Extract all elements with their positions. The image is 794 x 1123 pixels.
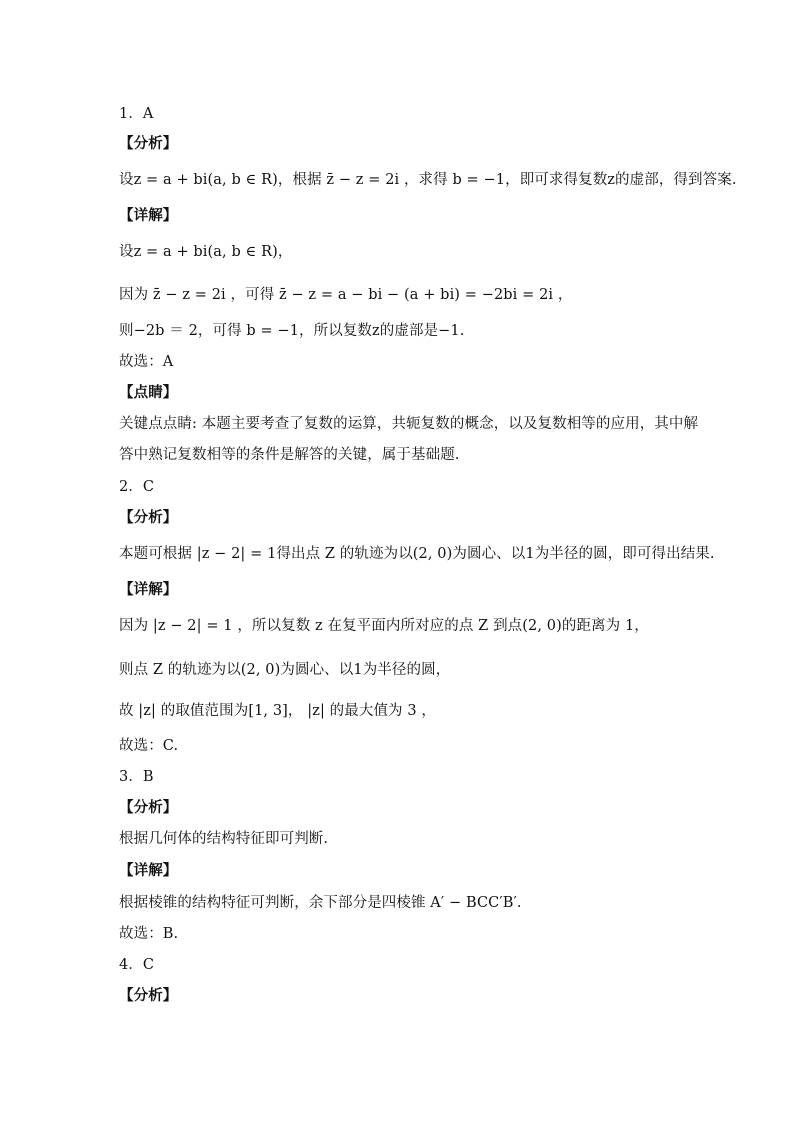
analysis-header: 【分析】	[119, 988, 178, 1004]
question-number: 1．A	[119, 106, 154, 122]
analysis-text: 根据几何体的结构特征即可判断.	[119, 831, 329, 847]
choice-text: 故选：B.	[119, 926, 179, 942]
detail-text: 故 |z| 的取值范围为[1, 3]， |z| 的最大值为 3 ，	[119, 703, 436, 719]
detail-header: 【详解】	[119, 863, 178, 879]
detail-text: 则点 Z 的轨迹为以(2, 0)为圆心、以1为半径的圆，	[119, 662, 451, 678]
question-number: 2．C	[119, 479, 155, 495]
choice-text: 故选：C.	[119, 738, 179, 754]
comment-text: 答中熟记复数相等的条件是解答的关键，属于基础题.	[119, 447, 460, 463]
detail-text: 设z = a + bi(a, b ∈ R)，	[119, 244, 293, 260]
detail-text: 因为 z̄ − z = 2i ，可得 z̄ − z = a − bi − (a + bi) = −2bi = 2i ，	[119, 287, 573, 303]
detail-text: 根据棱锥的结构特征可判断，余下部分是四棱锥 A′ − BCC′B′.	[119, 895, 522, 911]
detail-text: 则−2b ＝ 2，可得 b = −1，所以复数z的虚部是−1.	[119, 323, 465, 339]
question-number: 3．B	[119, 769, 154, 785]
analysis-header: 【分析】	[119, 800, 178, 816]
analysis-text: 本题可根据 |z − 2| = 1得出点 Z 的轨迹为以(2, 0)为圆心、以1为半径的圆，即可得出结果.	[119, 546, 715, 562]
question-number: 4．C	[119, 957, 155, 973]
detail-header: 【详解】	[119, 208, 178, 224]
choice-text: 故选：A	[119, 354, 174, 370]
detail-header: 【详解】	[119, 582, 178, 598]
detail-text: 因为 |z − 2| = 1 ，所以复数 z 在复平面内所对应的点 Z 到点(2, 0)的距离为 1，	[119, 618, 649, 634]
analysis-header: 【分析】	[119, 136, 178, 152]
analysis-text: 设z = a + bi(a, b ∈ R)，根据 z̄ − z = 2i ，求得 b = −1，即可求得复数z的虚部，得到答案.	[119, 172, 737, 188]
comment-text: 关键点点睛: 本题主要考查了复数的运算，共轭复数的概念，以及复数相等的应用，其中解	[119, 416, 699, 432]
analysis-header: 【分析】	[119, 510, 178, 526]
comment-header: 【点睛】	[119, 385, 178, 401]
